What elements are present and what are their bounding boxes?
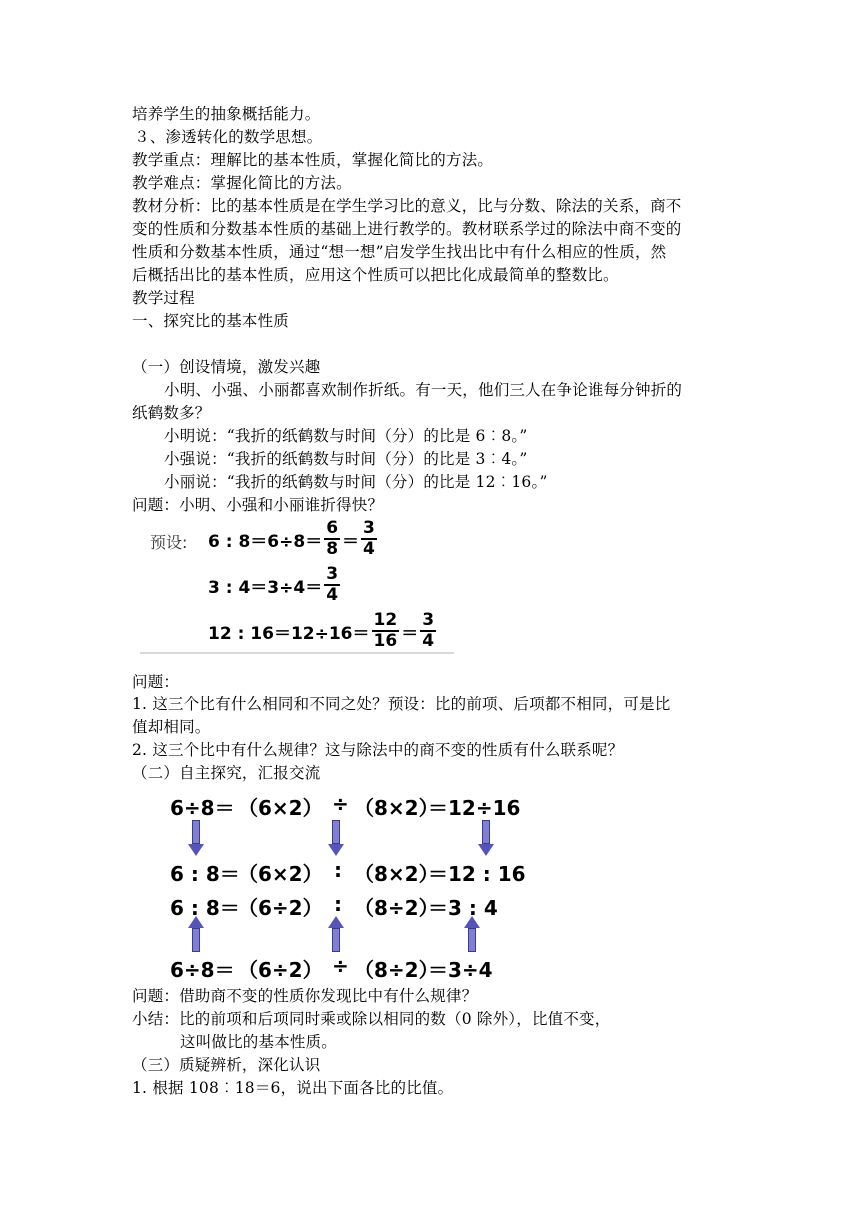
diagram-cell: ÷ [332, 792, 349, 816]
subsection-heading: （三）质疑辨析，深化认识 [132, 1056, 321, 1074]
fraction: $\frac{6}{8}$ [326, 518, 339, 559]
diagram-cell: ＝3÷4 [428, 958, 493, 982]
ratio-division-diagram [170, 792, 530, 982]
diagram-cell: ＝12÷16 [428, 796, 521, 820]
equation-row [208, 520, 379, 558]
equals-sign: ＝ [401, 623, 419, 644]
diagram-cell: ÷ [332, 954, 349, 978]
fraction: $\frac{3}{4}$ [422, 610, 435, 651]
subsection-heading: （一）创设情境，激发兴趣 [132, 358, 321, 376]
text-line: 教材分析：比的基本性质是在学生学习比的意义，比与分数、除法的关系，商不 [132, 197, 682, 215]
fraction: $\frac{12}{16}$ [373, 610, 398, 651]
question-line: 问题：小明、小强和小丽谁折得快？ [132, 496, 384, 514]
equals-sign: ＝ [342, 531, 360, 552]
equation-text: 3 : 4＝3÷4＝ [208, 577, 323, 598]
diagram-cell: （6×2） [238, 862, 323, 886]
text-line: 变的性质和分数基本性质的基础上进行教学的。教材联系学过的除法中商不变的 [132, 220, 682, 238]
down-arrow-icon [480, 820, 492, 856]
diagram-cell: （6×2） [238, 796, 323, 820]
diagram-cell: 6 : 8＝ [170, 862, 240, 886]
figure-divider [140, 652, 454, 654]
diagram-cell: ＝12 : 16 [428, 862, 526, 886]
text-line: 后概括出比的基本性质，应用这个性质可以把比化成最简单的整数比。 [132, 266, 619, 284]
diagram-cell: : [334, 858, 342, 882]
text-line: 值却相同。 [132, 718, 211, 736]
text-line: 小明、小强、小丽都喜欢制作折纸。有一天，他们三人在争论谁每分钟折的 [164, 381, 683, 399]
diagram-cell: （8×2） [354, 862, 439, 886]
equation-row [208, 612, 438, 650]
down-arrow-icon [330, 820, 342, 856]
text-line: ３、渗透转化的数学思想。 [134, 128, 323, 146]
fraction: $\frac{3}{4}$ [326, 564, 339, 605]
text-line: 教学难点：掌握化简比的方法。 [132, 174, 352, 192]
summary-line: 小结：比的前项和后项同时乘或除以相同的数（0 除外），比值不变， [132, 1010, 611, 1028]
diagram-cell: （8÷2） [354, 958, 439, 982]
preset-label: 预设: [150, 533, 188, 552]
text-line: 纸鹤数多？ [132, 404, 211, 422]
text-line: 1. 根据 108︰18＝6，说出下面各比的比值。 [132, 1079, 454, 1097]
section-heading: 教学过程 [132, 289, 195, 307]
question-line: 问题： [132, 673, 180, 691]
diagram-cell: （6÷2） [238, 958, 323, 982]
quote-line: 小明说：“我折的纸鹤数与时间（分）的比是 6︰8。” [164, 427, 528, 445]
diagram-cell: 6 : 8＝ [170, 896, 240, 920]
text-line: 1. 这三个比有什么相同和不同之处？预设：比的前项、后项都不相同，可是比 [132, 695, 671, 713]
equation-text: 12 : 16＝12÷16＝ [208, 623, 370, 644]
up-arrow-icon [190, 916, 202, 952]
diagram-cell: （8÷2） [354, 896, 439, 920]
quote-line: 小强说：“我折的纸鹤数与时间（分）的比是 3︰4。” [164, 450, 528, 468]
diagram-cell: 6÷8＝ [170, 796, 235, 820]
fraction: $\frac{3}{4}$ [363, 518, 375, 559]
subsection-heading: （二）自主探究，汇报交流 [132, 764, 321, 782]
down-arrow-icon [190, 820, 202, 856]
diagram-cell: （6÷2） [238, 896, 323, 920]
preset-figure [140, 520, 460, 656]
up-arrow-icon [330, 916, 342, 952]
text-line: 性质和分数基本性质，通过“想一想”启发学生找出比中有什么相应的性质，然 [132, 243, 667, 261]
equation-row [208, 566, 342, 604]
diagram-cell: （8×2） [354, 796, 439, 820]
question-line: 问题：借助商不变的性质你发现比中有什么规律？ [132, 987, 478, 1005]
equation-text: 6 : 8＝6÷8＝ [208, 531, 323, 552]
summary-line: 这叫做比的基本性质。 [180, 1033, 338, 1051]
diagram-cell: : [334, 892, 342, 916]
quote-line: 小丽说：“我折的纸鹤数与时间（分）的比是 12︰16。” [164, 473, 548, 491]
text-line: 2. 这三个比中有什么规律？这与除法中的商不变的性质有什么联系呢？ [132, 741, 624, 759]
diagram-cell: 6÷8＝ [170, 958, 235, 982]
diagram-cell: ＝3 : 4 [428, 896, 498, 920]
text-line: 培养学生的抽象概括能力。 [132, 105, 321, 123]
up-arrow-icon [466, 916, 478, 952]
text-line: 教学重点：理解比的基本性质，掌握化简比的方法。 [132, 151, 494, 169]
section-heading: 一、探究比的基本性质 [132, 312, 290, 330]
